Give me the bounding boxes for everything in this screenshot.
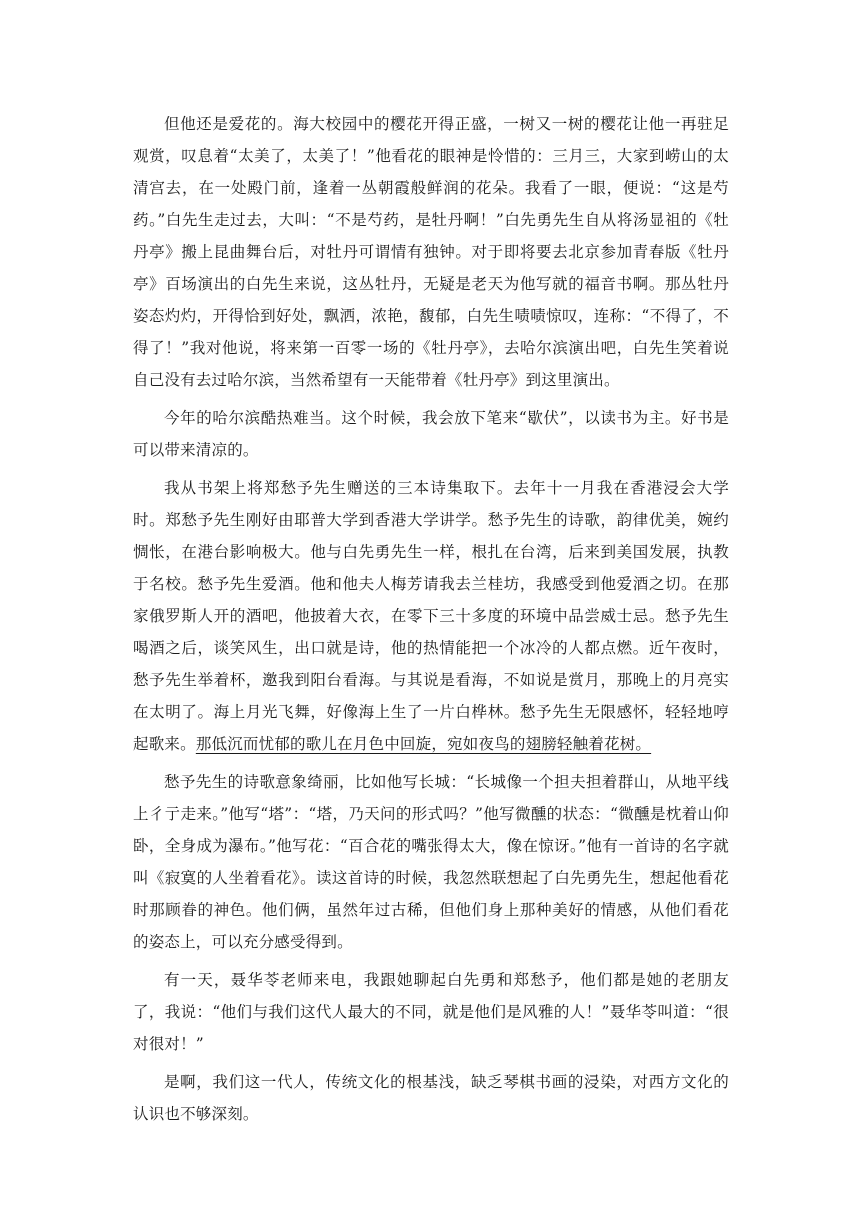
paragraph-2-text: 今年的哈尔滨酷热难当。这个时候，我会放下笔来“歇伏”，以读书为主。好书是可以带来清凉的。 bbox=[133, 409, 729, 459]
paragraph-2 bbox=[133, 402, 729, 466]
paragraph-4 bbox=[133, 766, 729, 958]
paragraph-5-text: 有一天，聂华苓老师来电，我跟她聊起白先勇和郑愁予，他们都是她的老朋友了，我说：“他们与我们这代人最大的不同，就是他们是风雅的人！”聂华苓叫道：“很对很对！” bbox=[133, 971, 729, 1053]
paragraph-4-text: 愁予先生的诗歌意象绮丽，比如他写长城：“长城像一个担夫担着群山，从地平线上彳亍走来。”他写“塔”：“塔，乃天问的形式吗？”他写微醺的状态：“微醺是枕着山仰卧，全身成为瀑布。”他写花：“百合花的嘴张得太大，像在惊讶。”他有一首诗的名字就叫《寂寞的人坐着看花》。读这首诗的时候，我忽然联想起了白先勇先生，想起他看花时那顾眷的神色。他们俩，虽然年过古稀，但他们身上那种美好的情感，从他们看花的姿态上，可以充分感受得到。 bbox=[133, 773, 729, 951]
paragraph-6-text: 是啊，我们这一代人，传统文化的根基浅，缺乏琴棋书画的浸染，对西方文化的认识也不够深刻。 bbox=[133, 1073, 729, 1123]
paragraph-1-text: 但他还是爱花的。海大校园中的樱花开得正盛，一树又一树的樱花让他一再驻足观赏，叹息着“太美了，太美了！”他看花的眼神是怜惜的：三月三，大家到崂山的太清宫去，在一处殿门前，逢着一丛朝霞般鲜润的花朵。我看了一眼，便说：“这是芍药。”白先生走过去，大叫：“不是芍药，是牡丹啊！”白先勇先生自从将汤显祖的《牡丹亭》搬上昆曲舞台后，对牡丹可谓情有独钟。对于即将要去北京参加青春版《牡丹亭》百场演出的白先生来说，这丛牡丹，无疑是老天为他写就的福音书啊。那丛牡丹姿态灼灼，开得恰到好处，飘洒，浓艳，馥郁，白先生啧啧惊叹，连称：“不得了，不得了！”我对他说，将来第一百零一场的《牡丹亭》，去哈尔滨演出吧，白先生笑着说自己没有去过哈尔滨，当然希望有一天能带着《牡丹亭》到这里演出。 bbox=[133, 115, 729, 389]
paragraph-5 bbox=[133, 964, 729, 1060]
paragraph-3 bbox=[133, 472, 729, 760]
underlined-sentence: 那低沉而忧郁的歌儿在月色中回旋，宛如夜鸟的翅膀轻触着花树。 bbox=[195, 735, 652, 753]
paragraph-1 bbox=[133, 108, 729, 396]
paragraph-6 bbox=[133, 1066, 729, 1130]
paragraph-3-text: 我从书架上将郑愁予先生赠送的三本诗集取下。去年十一月我在香港浸会大学时。郑愁予先生刚好由耶普大学到香港大学讲学。愁予先生的诗歌，韵律优美，婉约惆怅，在港台影响极大。他与白先勇先生一样，根扎在台湾，后来到美国发展，执教于名校。愁予先生爱酒。他和他夫人梅芳请我去兰桂坊，我感受到他爱酒之切。在那家俄罗斯人开的酒吧，他披着大衣，在零下三十多度的环境中品尝威士忌。愁予先生喝酒之后，谈笑风生，出口就是诗，他的热情能把一个冰冷的人都点燃。近午夜时，愁予先生举着杯，邀我到阳台看海。与其说是看海，不如说是赏月，那晚上的月亮实在太明了。海上月光飞舞，好像海上生了一片白桦林。愁予先生无限感怀，轻轻地哼起歌来。 bbox=[133, 479, 729, 753]
document-body bbox=[133, 108, 729, 1136]
